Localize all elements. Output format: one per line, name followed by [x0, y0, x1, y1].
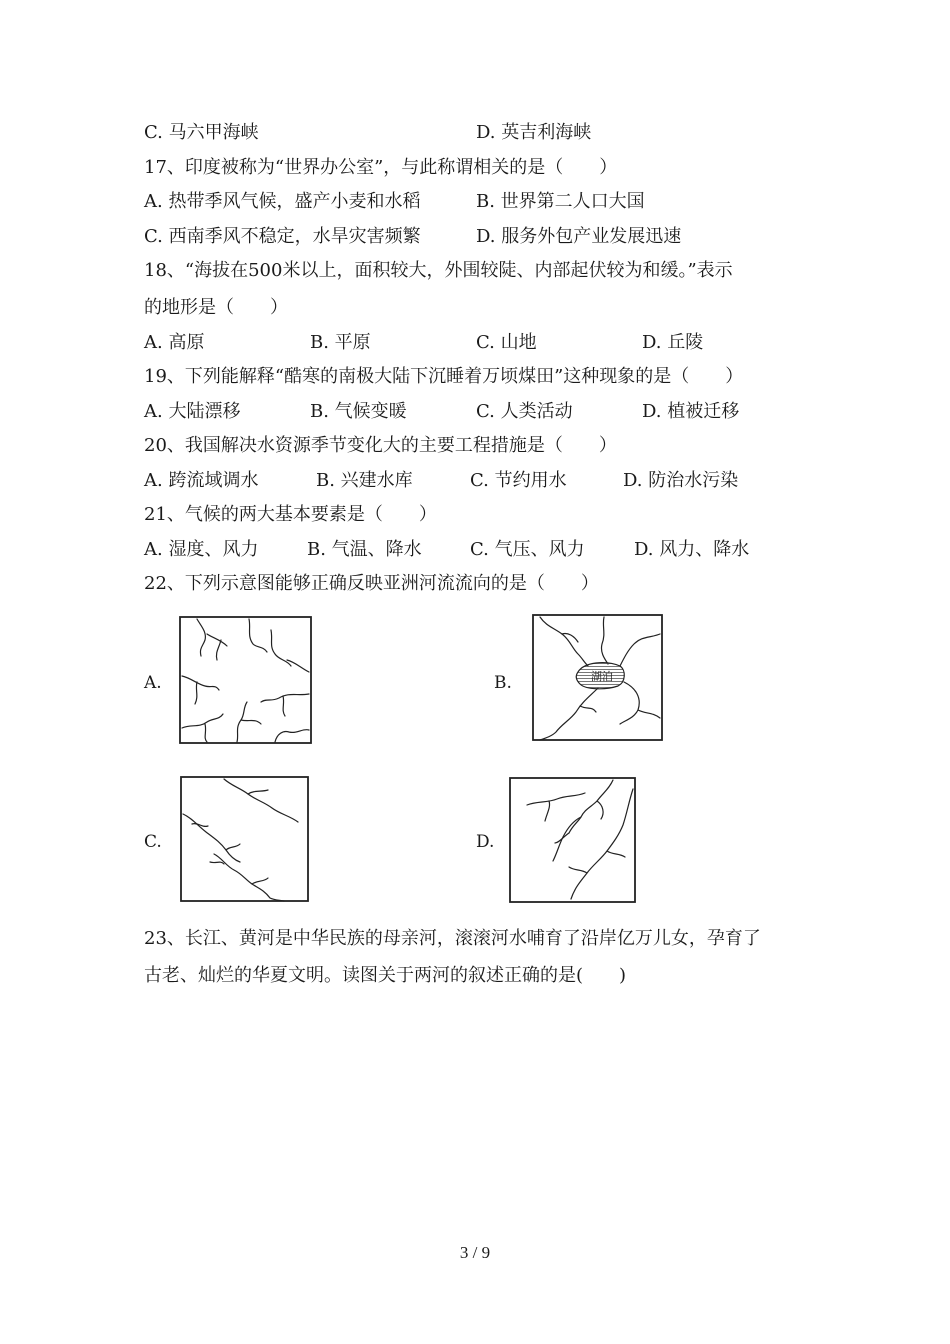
q22-map-a	[179, 616, 312, 744]
q20-option-d: D. 防治水污染	[623, 470, 739, 491]
q17-stem: 17、印度被称为“世界办公室”，与此称谓相关的是（ ）	[144, 157, 618, 178]
q18-option-d: D. 丘陵	[642, 332, 704, 353]
q18-stem-line2: 的地形是（ ）	[144, 297, 288, 318]
q16-option-d: D. 英吉利海峡	[476, 122, 592, 143]
q18-option-b: B. 平原	[310, 332, 371, 353]
q18-stem-line1: 18、“海拔在500米以上，面积较大，外围较陡、内部起伏较为和缓。”表示	[144, 260, 733, 281]
q22-map-c-label: C.	[144, 832, 162, 852]
q20-option-c: C. 节约用水	[470, 470, 567, 491]
q19-option-b: B. 气候变暖	[310, 401, 407, 422]
q21-option-a: A. 湿度、风力	[144, 539, 259, 560]
q16-option-c: C. 马六甲海峡	[144, 122, 259, 143]
q21-option-c: C. 气压、风力	[470, 539, 585, 560]
q17-option-d: D. 服务外包产业发展迅速	[476, 226, 682, 247]
q22-stem: 22、下列示意图能够正确反映亚洲河流流向的是（ ）	[144, 573, 599, 594]
q17-option-a: A. 热带季风气候，盛产小麦和水稻	[144, 191, 421, 212]
q22-map-d	[509, 777, 636, 903]
q23-stem-line2: 古老、灿烂的华夏文明。读图关于两河的叙述正确的是( )	[144, 965, 627, 986]
q22-map-d-label: D.	[476, 832, 495, 852]
q22-map-b	[532, 614, 663, 741]
q17-option-c: C. 西南季风不稳定，水旱灾害频繁	[144, 226, 421, 247]
q19-option-c: C. 人类活动	[476, 401, 573, 422]
q19-option-d: D. 植被迁移	[642, 401, 740, 422]
q20-stem: 20、我国解决水资源季节变化大的主要工程措施是（ ）	[144, 435, 617, 456]
q20-option-a: A. 跨流域调水	[144, 470, 259, 491]
q19-option-a: A. 大陆漂移	[144, 401, 241, 422]
q22-map-b-label: B.	[494, 673, 512, 693]
q18-option-a: A. 高原	[144, 332, 205, 353]
q22-map-a-label: A.	[144, 673, 162, 693]
q21-option-d: D. 风力、降水	[634, 539, 750, 560]
q18-option-c: C. 山地	[476, 332, 537, 353]
q21-option-b: B. 气温、降水	[307, 539, 422, 560]
q17-option-b: B. 世界第二人口大国	[476, 191, 645, 212]
q22-lake-label: 湖泊	[591, 671, 613, 683]
q22-map-c	[180, 776, 309, 902]
q19-stem: 19、下列能解释“酷寒的南极大陆下沉睡着万顷煤田”这种现象的是（ ）	[144, 366, 744, 387]
q20-option-b: B. 兴建水库	[316, 470, 413, 491]
q21-stem: 21、气候的两大基本要素是（ ）	[144, 504, 437, 525]
page-number: 3 / 9	[459, 1243, 491, 1262]
q23-stem-line1: 23、长江、黄河是中华民族的母亲河，滚滚河水哺育了沿岸亿万儿女，孕育了	[144, 928, 761, 949]
